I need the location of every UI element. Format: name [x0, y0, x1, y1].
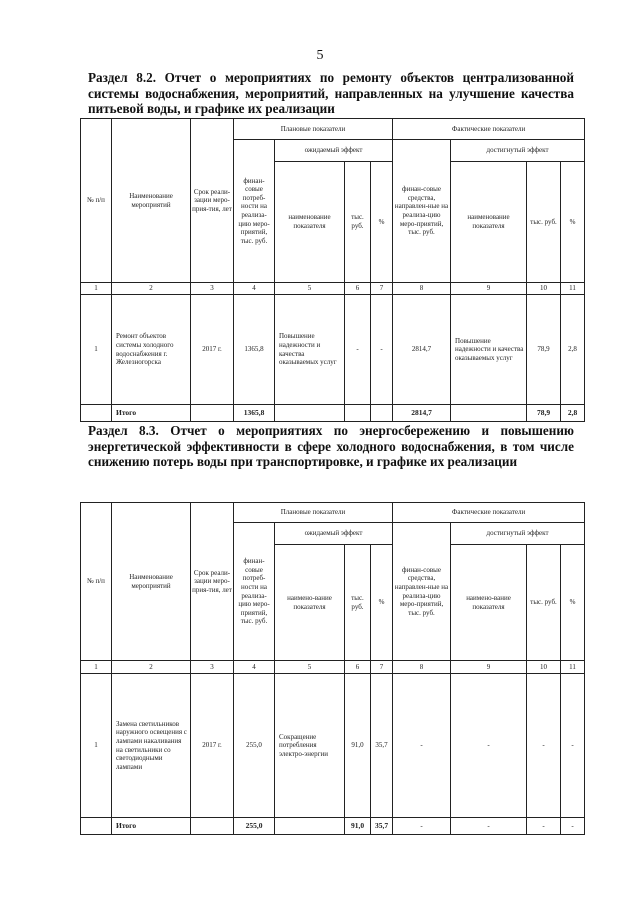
total-ach-rub: 78,9 [527, 405, 561, 422]
total-exp-pct: 35,7 [371, 818, 393, 835]
total-act-fin: - [393, 818, 451, 835]
row-ach-name: - [451, 674, 527, 818]
header-exp-rub: тыс. руб. [345, 162, 371, 283]
row-plan-fin: 1365,8 [234, 295, 275, 405]
row-ach-name: Повышение надежности и качества оказываемых услуг [451, 295, 527, 405]
total-ach-pct: - [561, 818, 585, 835]
row-name: Замена светильников наружного освещения с лампами накаливания на светильники со светодиодными лампами [112, 674, 191, 818]
header-expected-effect: ожидаемый эффект [275, 140, 393, 162]
header-achieved-effect: достигнутый эффект [451, 140, 585, 162]
row-exp-pct: 35,7 [371, 674, 393, 818]
header-expected-effect: ожидаемый эффект [275, 523, 393, 545]
col-number: 6 [345, 283, 371, 295]
total-plan-fin: 255,0 [234, 818, 275, 835]
row-act-fin: 2814,7 [393, 295, 451, 405]
header-exp-name: наименование показателя [275, 162, 345, 283]
header-ach-rub: тыс. руб. [527, 162, 561, 283]
header-actual: Фактические показатели [393, 503, 585, 523]
col-number: 3 [191, 283, 234, 295]
header-act-fin: финан-совые средства, направлен-ные на реализа-цию меро-приятий, тыс. руб. [393, 523, 451, 661]
header-name: Наименование мероприятий [112, 503, 191, 661]
column-number-row [81, 283, 585, 295]
col-number: 3 [191, 661, 234, 674]
col-number: 5 [275, 661, 345, 674]
col-number: 10 [527, 283, 561, 295]
row-term: 2017 г. [191, 674, 234, 818]
header-achieved-effect: достигнутый эффект [451, 523, 585, 545]
col-number: 6 [345, 661, 371, 674]
row-plan-fin: 255,0 [234, 674, 275, 818]
row-exp-name: Повышение надежности и качества оказываемых услуг [275, 295, 345, 405]
header-num: № п/п [81, 119, 112, 283]
header-num: № п/п [81, 503, 112, 661]
col-number: 2 [112, 661, 191, 674]
column-number-row [81, 661, 585, 674]
header-term: Срок реали-зации меро-прия-тия, лет [191, 503, 234, 661]
header-ach-name: наимено-вание показателя [451, 545, 527, 661]
row-exp-rub: 91,0 [345, 674, 371, 818]
header-planned: Плановые показатели [234, 119, 393, 140]
row-exp-rub: - [345, 295, 371, 405]
header-plan-fin: финан-совые потреб-ности на реализа-цию меро-приятий, тыс. руб. [234, 523, 275, 661]
section-8-2-heading: Раздел 8.2. Отчет о мероприятиях по ремонту объектов централизованной системы водоснабжения, мероприятий, направленных на улучшение качества питьевой воды, и графике их реализации [88, 70, 574, 116]
col-number: 9 [451, 283, 527, 295]
col-number: 8 [393, 283, 451, 295]
header-ach-name: наименование показателя [451, 162, 527, 283]
row-act-fin: - [393, 674, 451, 818]
header-exp-pct: % [371, 162, 393, 283]
col-number: 11 [561, 661, 585, 674]
total-act-fin: 2814,7 [393, 405, 451, 422]
row-ach-rub: - [527, 674, 561, 818]
total-ach-rub: - [527, 818, 561, 835]
header-plan-fin: финан-совые потреб-ности на реализа-цию меро-приятий, тыс. руб. [234, 140, 275, 283]
header-planned: Плановые показатели [234, 503, 393, 523]
table-row [81, 674, 585, 818]
total-plan-fin: 1365,8 [234, 405, 275, 422]
total-label: Итого [112, 818, 191, 835]
table-row [81, 295, 585, 405]
col-number: 7 [371, 283, 393, 295]
section-8-3-table [80, 502, 585, 835]
row-num: 1 [81, 674, 112, 818]
row-ach-pct: - [561, 674, 585, 818]
page-number: 5 [316, 48, 324, 63]
col-number: 8 [393, 661, 451, 674]
col-number: 4 [234, 661, 275, 674]
section-8-2-table [80, 118, 585, 422]
header-ach-rub: тыс. руб. [527, 545, 561, 661]
total-exp-rub: 91,0 [345, 818, 371, 835]
col-number: 9 [451, 661, 527, 674]
total-ach-name: - [451, 818, 527, 835]
row-ach-rub: 78,9 [527, 295, 561, 405]
col-number: 10 [527, 661, 561, 674]
header-exp-name: наимено-вание показателя [275, 545, 345, 661]
total-ach-pct: 2,8 [561, 405, 585, 422]
header-name: Наименование мероприятий [112, 119, 191, 283]
row-ach-pct: 2,8 [561, 295, 585, 405]
col-number: 1 [81, 283, 112, 295]
row-term: 2017 г. [191, 295, 234, 405]
col-number: 11 [561, 283, 585, 295]
total-row [81, 405, 585, 422]
total-row [81, 818, 585, 835]
row-exp-pct: - [371, 295, 393, 405]
header-actual: Фактические показатели [393, 119, 585, 140]
header-term: Срок реали-зации меро-прия-тия, лет [191, 119, 234, 283]
header-exp-rub: тыс. руб. [345, 545, 371, 661]
row-num: 1 [81, 295, 112, 405]
col-number: 5 [275, 283, 345, 295]
col-number: 1 [81, 661, 112, 674]
section-8-3-heading: Раздел 8.3. Отчет о мероприятиях по энергосбережению и повышению энергетической эффективности в сфере холодного водоснабжения, в том числе снижению потерь воды при транспортировке, и графике их реализации [88, 423, 574, 469]
header-exp-pct: % [371, 545, 393, 661]
col-number: 7 [371, 661, 393, 674]
total-label: Итого [112, 405, 191, 422]
row-name: Ремонт объектов системы холодного водоснабжения г. Железногорска [112, 295, 191, 405]
col-number: 4 [234, 283, 275, 295]
row-exp-name: Сокращение потребления электро-энергии [275, 674, 345, 818]
header-act-fin: финан-совые средства, направлен-ные на реализа-цию меро-приятий, тыс. руб. [393, 140, 451, 283]
col-number: 2 [112, 283, 191, 295]
header-ach-pct: % [561, 162, 585, 283]
header-ach-pct: % [561, 545, 585, 661]
